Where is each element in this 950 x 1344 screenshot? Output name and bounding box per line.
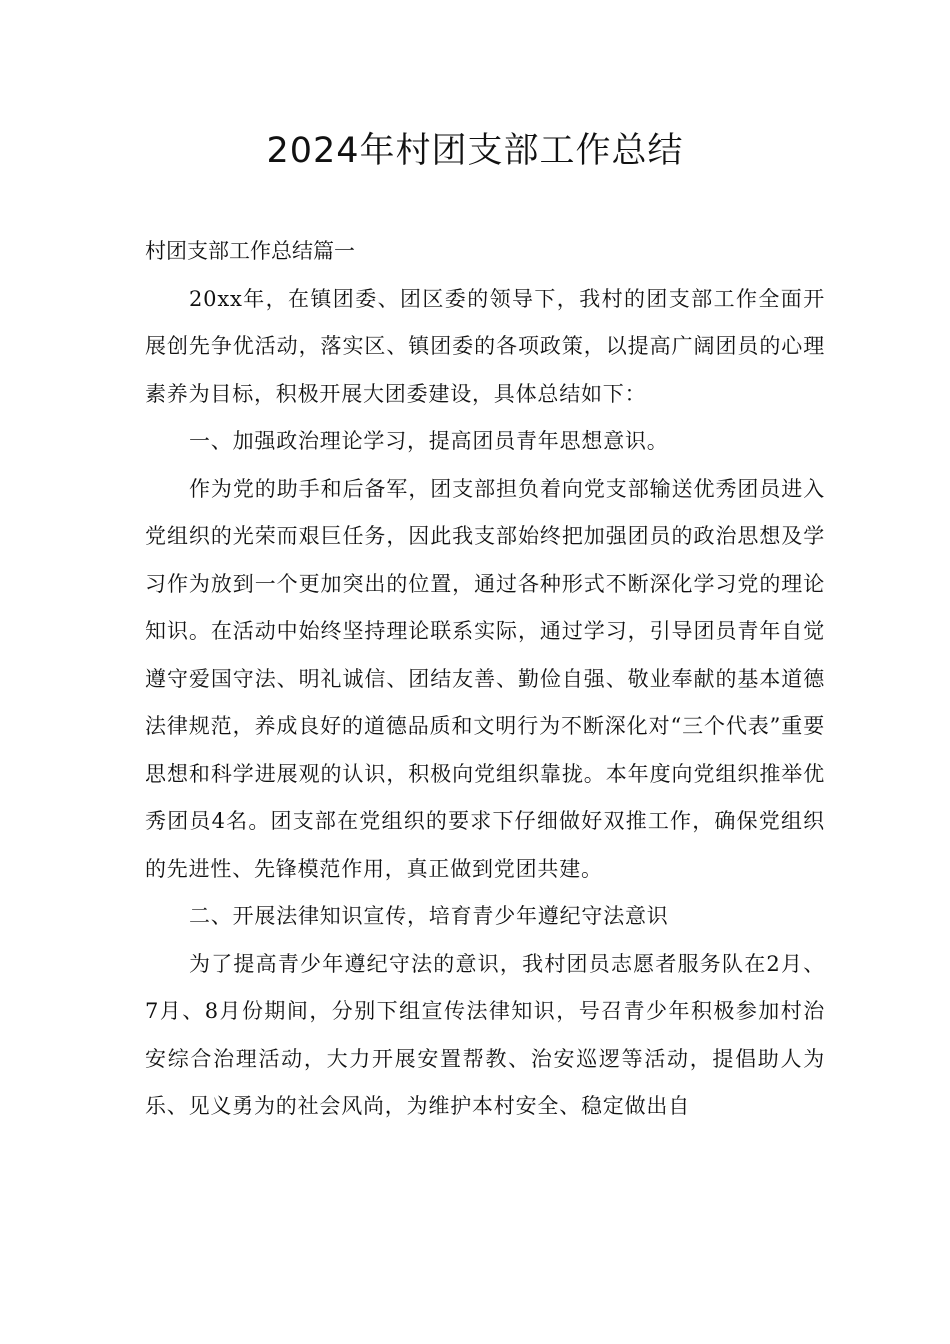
document-title: 2024年村团支部工作总结 (266, 131, 684, 171)
heading-section-2: 二、开展法律知识宣传，培育青少年遵纪守法意识 (189, 904, 669, 928)
paragraph-section-1: 作为党的助手和后备军，团支部担负着向党支部输送优秀团员进入党组织的光荣而艰巨任务，因此我支部始终把加强团员的政治思想及学习作为放到一个更加突出的位置，通过各种形式不断深化学习党的理论知识。在活动中始终坚持理论联系实际，通过学习，引导团员青年自觉遵守爱国守法、明礼诚信、团结友善、勤俭自强、敬业奉献的基本道德法律规范，养成良好的道德品质和文明行为不断深化对“三个代表”重要思想和科学进展观的认识，积极向党组织靠拢。本年度向党组织推举优秀团员4名。团支部在党组织的要求下仔细做好双推工作，确保党组织的先进性、先锋模范作用，真正做到党团共建。 (145, 476, 825, 881)
paragraph-section-2: 为了提高青少年遵纪守法的意识，我村团员志愿者服务队在2月、7月、8月份期间，分别下组宣传法律知识，号召青少年积极参加村治安综合治理活动，大力开展安置帮教、治安巡逻等活动，提倡助人为乐、见义勇为的社会风尚，为维护本村安全、稳定做出自 (145, 951, 825, 1118)
section-subtitle: 村团支部工作总结篇一 (145, 239, 355, 263)
document-body (145, 228, 825, 1131)
paragraph-intro: 20xx年，在镇团委、团区委的领导下，我村的团支部工作全面开展创先争优活动，落实区、镇团委的各项政策，以提高广阔团员的心理素养为目标，积极开展大团委建设，具体总结如下： (145, 286, 825, 406)
heading-section-1: 一、加强政治理论学习，提高团员青年思想意识。 (189, 429, 669, 453)
